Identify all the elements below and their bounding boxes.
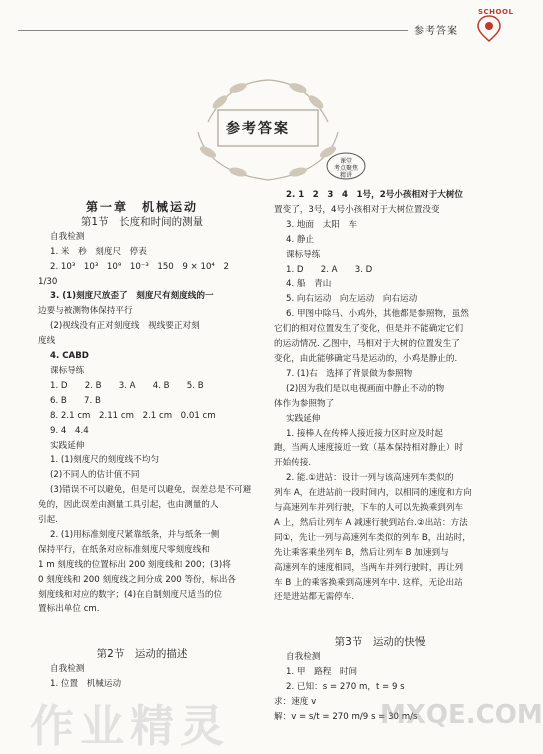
left-column-line: 度线 <box>38 336 56 347</box>
right-column-line: 同①，先让一列与高速列车类似的列车 B，出站时， <box>274 532 471 543</box>
left-column-line: 实践延伸 <box>50 440 85 451</box>
left-column-line: 1. D 2. B 3. A 4. B 5. B <box>50 380 204 391</box>
left-column-line: 3. (1)刻度尺放歪了 刻度尺有刻度线的一 <box>50 291 214 302</box>
left-column-line: (2)视线没有正对刻度线 视线要正对刻 <box>50 321 200 332</box>
right-column-line: 4. 船 青山 <box>286 279 332 290</box>
right-column-line: 1. 接棒人在传棒人接近接力区时应及时起 <box>286 428 444 439</box>
left-column-line: 1. (1)刻度尺的刻度线不均匀 <box>50 455 160 466</box>
right-column-line: 求：速度 v <box>274 696 317 707</box>
left-column-line: 1/30 <box>38 276 58 287</box>
header-rule <box>18 30 408 31</box>
right-column-line: 2. 已知：s = 270 m，t = 9 s <box>286 681 405 692</box>
left-column-line: 2. 10³ 10³ 10⁹ 10⁻³ 150 9 × 10⁴ 2 <box>50 261 229 272</box>
right-column-line: 跑，当两人速度接近一致（基本保持相对静止）时 <box>274 443 464 454</box>
right-column-line: 它们的相对位置发生了变化，但是并不能确定它们 <box>274 324 464 335</box>
right-column-line: 高速列车的速度相同，当两车并列行驶时，再让列 <box>274 562 464 573</box>
left-column-line: 课标导练 <box>50 365 85 376</box>
left-column-line: 边要与被测物体保持平行 <box>38 306 133 317</box>
left-column-line: 引起. <box>38 515 58 526</box>
stamp <box>326 152 366 180</box>
right-column-line: 置变了，3号，4号小孩相对于大树位置没变 <box>274 204 440 215</box>
right-column-line: 7. (1)右 选择了背景做为参照物 <box>286 368 413 379</box>
left-column-line: (3)错误不可以避免，但是可以避免，误差总是不可避 <box>50 485 252 496</box>
school-badge-text: SCHOOL <box>478 8 514 16</box>
right-column-line: 解：v = s/t = 270 m/9 s = 30 m/s <box>274 711 418 722</box>
left-column-line: 6. B 7. B <box>50 395 101 406</box>
school-badge-icon <box>474 12 504 42</box>
right-column-line: 实践延伸 <box>286 413 321 424</box>
right-column-line: 变化，由此能够确定马是运动的，小鸡是静止的. <box>274 353 458 364</box>
left-column-line: 4. CABD <box>50 351 89 362</box>
right-column-line: 6. 甲图中除马、小鸡外，其他都是参照物，虽然 <box>286 309 469 320</box>
right-column-line: 与高速列车并列行驶，下车的人可以先换乘到列车 <box>274 503 464 514</box>
left-column-line: 免的，因此误差由测量工具引起，也由测量的人 <box>38 500 219 511</box>
left-column-line: 9. 4 4.4 <box>50 425 89 436</box>
left-column-line: 自我检测 <box>50 664 85 675</box>
right-column-line: 开始传接. <box>274 458 312 469</box>
right-column-line <box>274 605 486 620</box>
right-column-line: 2. 能.①进站：设计一列与该高速列车类似的 <box>286 473 454 484</box>
stamp-line-3: 精讲 <box>339 172 352 179</box>
left-column-line <box>38 617 246 632</box>
left-column-line <box>38 632 246 647</box>
right-column-line: 4. 静止 <box>286 234 315 245</box>
right-column-line: 2. 1 2 3 4 1号，2号小孩相对于大树位 <box>286 190 464 200</box>
left-column-line: 8. 2.1 cm 2.11 cm 2.1 cm 0.01 cm <box>50 410 216 421</box>
left-column-line: 1 m 刻度线的位置标出 200 刻度线和 200；(3)将 <box>38 559 231 570</box>
right-column-line: 自我检测 <box>286 652 321 663</box>
right-column-line: 的运动情况. 乙图中，马相对于大树的位置发生了 <box>274 339 460 350</box>
right-column-line: 先让乘客乘坐列车 B，然后让列车 B 加速到与 <box>274 547 449 558</box>
right-column-line <box>274 620 486 635</box>
left-column-line: 第1节 长度和时间的测量 <box>80 215 204 228</box>
left-column-line: 1. 米 秒 刻度尺 停表 <box>50 246 147 257</box>
left-column-line: 刻度线和对应的数字；(4)在自制刻度尺适当的位 <box>38 589 223 600</box>
right-column-line: 列车 A，在进站前一段时间内，以相同的速度和方向 <box>274 488 472 499</box>
right-column-line: 体作为参照物了 <box>274 398 335 409</box>
right-column-line: 3. 地面 太阳 车 <box>286 219 358 230</box>
page-title: 参考答案 <box>226 121 290 137</box>
right-column-line: 还是进站都无需停车. <box>274 592 355 603</box>
right-column-line: 第3节 运动的快慢 <box>334 636 426 649</box>
left-column-line: 自我检测 <box>50 231 85 242</box>
right-column-line: 车 B 上的乘客换乘到高速列车中. 这样，无论出站 <box>274 577 463 588</box>
right-column-line: 5. 向右运动 向左运动 向右运动 <box>286 294 418 305</box>
right-column-line: 1. 甲 路程 时间 <box>286 667 358 677</box>
left-column <box>38 200 252 692</box>
right-column-line: 1. D 2. A 3. D <box>286 264 373 275</box>
left-column-line: 1. 位置 机械运动 <box>50 679 122 689</box>
left-column-line: (2)不同人的估计值不同 <box>50 470 140 481</box>
right-column-line: A 上，然后让列车 A 减速行驶到站台.②出站：方法 <box>274 517 468 528</box>
left-column-line: 2. (1)用标准刻度尺紧靠纸条，并与纸条一侧 <box>50 529 220 540</box>
watermark-site: MXQE.COM <box>380 700 543 730</box>
left-column-line: 保持平行，在纸条对应标准刻度尺零刻度线和 <box>38 544 210 555</box>
right-column-line: 课标导练 <box>286 249 321 260</box>
header-label: 参考答案 <box>414 26 458 37</box>
left-column-line: 第一章 机械运动 <box>85 200 198 214</box>
stamp-line-1: 课堂 <box>339 158 352 165</box>
watermark: 作业精灵 <box>30 701 230 752</box>
stamp-line-2: 考点聚焦 <box>333 165 358 172</box>
right-column <box>274 188 486 725</box>
left-column-line: 置标出单位 cm. <box>38 604 100 615</box>
left-column-line: 第2节 运动的描述 <box>96 648 188 661</box>
right-column-line: (2)因为我们是以电视画面中静止不动的物 <box>286 383 445 394</box>
left-column-line: 0 刻度线和 200 刻度线之间分成 200 等份，标出各 <box>38 574 237 585</box>
